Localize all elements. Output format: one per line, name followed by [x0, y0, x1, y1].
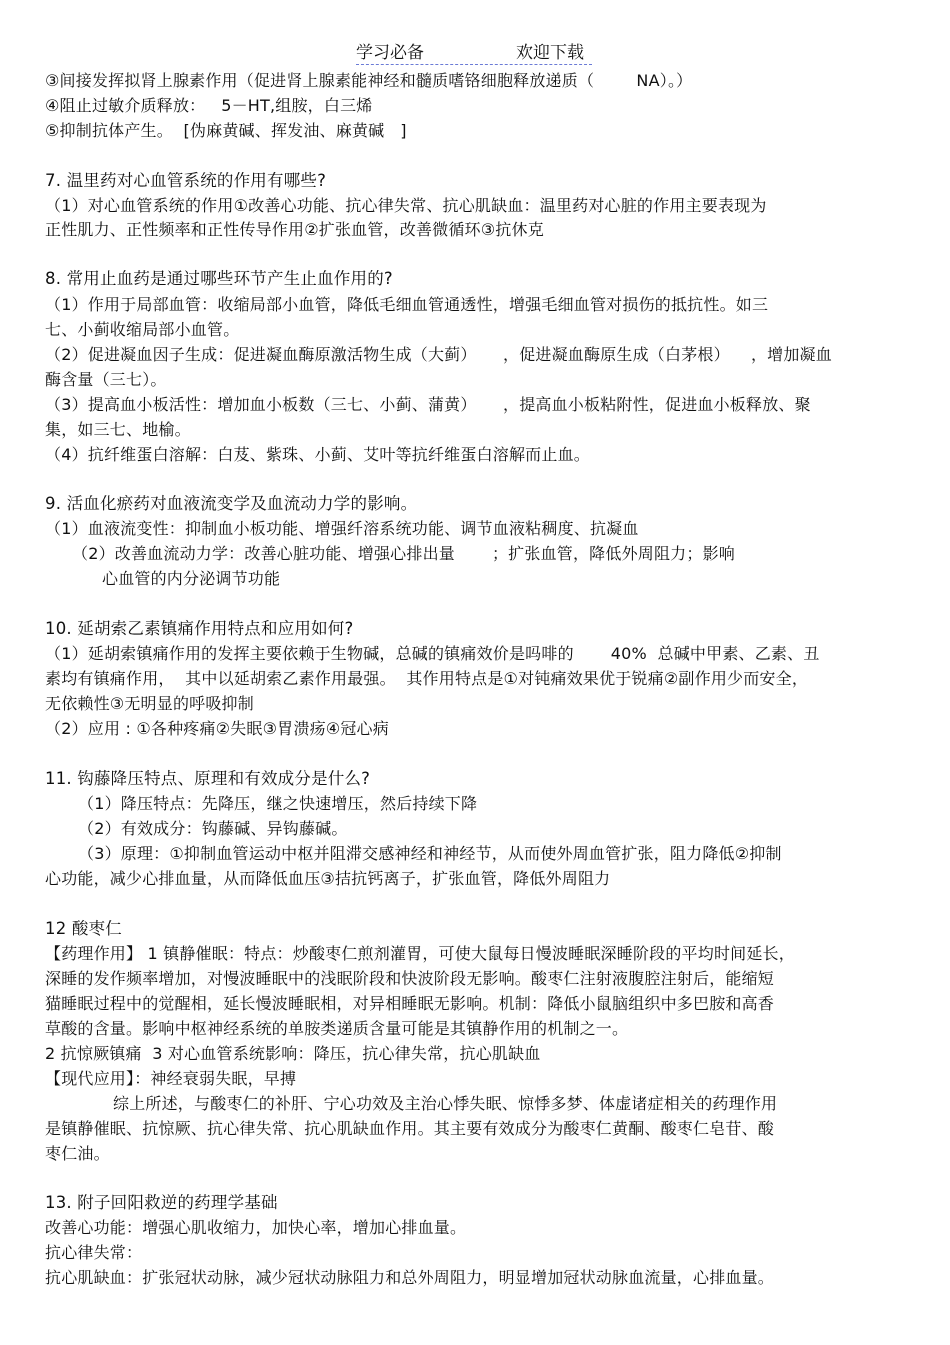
text-line: 抗心律失常：	[45, 1243, 143, 1262]
text-line: 素均有镇痛作用， 其中以延胡索乙素作用最强。 其作用特点是①对钝痛效果优于锐痛②副作用少而安全，	[45, 669, 809, 688]
question-heading: 13. 附子回阳救逆的药理学基础	[45, 1193, 278, 1212]
text-line: 深睡的发作频率增加，对慢波睡眠中的浅眠阶段和快波阶段无影响。酸枣仁注射液腹腔注射后，能缩短	[45, 969, 775, 988]
text-line: （1）作用于局部血管：收缩局部小血管，降低毛细血管通透性，增强毛细血管对损伤的抵抗性。如三	[45, 295, 769, 314]
text-line: 草酸的含量。影响中枢神经系统的单胺类递质含量可能是其镇静作用的机制之一。	[45, 1019, 629, 1038]
text-line: 酶含量（三七）。	[45, 370, 167, 389]
text-line: （1）降压特点：先降压，继之快速增压，然后持续下降	[78, 794, 478, 813]
text-line: 猫睡眠过程中的觉醒相，延长慢波睡眠相，对异相睡眠无影响。机制：降低小鼠脑组织中多巴胺和高香	[45, 994, 775, 1013]
text-line: 【药理作用】 1 镇静催眠：特点：炒酸枣仁煎剂灌胃，可使大鼠每日慢波睡眠深睡阶段的平均时间延长，	[45, 944, 795, 963]
text-line: 【现代应用】：神经衰弱失眠，早搏	[45, 1069, 297, 1088]
text-line: 是镇静催眠、抗惊厥、抗心律失常、抗心肌缺血作用。其主要有效成分为酸枣仁黄酮、酸枣仁皂苷、酸	[45, 1119, 775, 1138]
page-header	[356, 40, 592, 65]
question-heading: 8. 常用止血药是通过哪些环节产生止血作用的?	[45, 269, 393, 288]
text-line: ⑤抑制抗体产生。 [伪麻黄碱、挥发油、麻黄碱 ]	[45, 121, 407, 140]
question-heading: 9. 活血化瘀药对血液流变学及血流动力学的影响。	[45, 494, 418, 513]
text-line: 集，如三七、地榆。	[45, 420, 191, 439]
text-line: 心功能，减少心排血量，从而降低血压③拮抗钙离子，扩张血管，降低外周阻力	[45, 869, 611, 888]
text-line: （2）应用 : ①各种疼痛②失眠③胃溃疡④冠心病	[45, 719, 389, 738]
text-line: （2）改善血流动力学：改善心脏功能、增强心排出量 ；扩张血管，降低外周阻力；影响	[72, 544, 735, 563]
header-right-text: 欢迎下载	[516, 43, 584, 63]
question-heading: 10. 延胡索乙素镇痛作用特点和应用如何?	[45, 619, 354, 638]
text-line: （1）延胡索镇痛作用的发挥主要依赖于生物碱，总碱的镇痛效价是吗啡的 40% 总碱中甲素、乙素、丑	[45, 644, 820, 663]
header-left-text: 学习必备	[356, 43, 424, 63]
text-line: 综上所述，与酸枣仁的补肝、宁心功效及主治心悸失眠、惊悸多梦、体虚诸症相关的药理作用	[113, 1094, 778, 1113]
question-heading: 11. 钩藤降压特点、原理和有效成分是什么?	[45, 769, 371, 788]
text-line: ④阻止过敏介质释放： 5－HT,组胺，白三烯	[45, 96, 373, 115]
text-line: 改善心功能：增强心肌收缩力，加快心率，增加心排血量。	[45, 1218, 467, 1237]
text-line: （1）血液流变性：抑制血小板功能、增强纤溶系统功能、调节血液粘稠度、抗凝血	[45, 519, 639, 538]
text-line: 七、小蓟收缩局部小血管。	[45, 320, 240, 339]
text-line: 无依赖性③无明显的呼吸抑制	[45, 694, 254, 713]
text-line: （2）促进凝血因子生成：促进凝血酶原激活物生成（大蓟） ，促进凝血酶原生成（白茅根） ，增加凝血	[45, 345, 832, 364]
text-line: （3）提高血小板活性：增加血小板数（三七、小蓟、蒲黄） ，提高血小板粘附性，促进血小板释放、聚	[45, 395, 811, 414]
text-line: 枣仁油。	[45, 1144, 110, 1163]
text-line: 抗心肌缺血：扩张冠状动脉，减少冠状动脉阻力和总外周阻力，明显增加冠状动脉血流量，心排血量。	[45, 1268, 775, 1287]
question-heading: 7. 温里药对心血管系统的作用有哪些?	[45, 171, 327, 190]
text-line: （3）原理：①抑制血管运动中枢并阻滞交感神经和神经节，从而使外周血管扩张，阻力降低②抑制	[78, 844, 782, 863]
text-line: （1）对心血管系统的作用①改善心功能、抗心律失常、抗心肌缺血：温里药对心脏的作用主要表现为	[45, 196, 767, 215]
text-line: 2 抗惊厥镇痛 3 对心血管系统影响：降压，抗心律失常，抗心肌缺血	[45, 1044, 541, 1063]
text-line: （4）抗纤维蛋白溶解：白芨、紫珠、小蓟、艾叶等抗纤维蛋白溶解而止血。	[45, 445, 590, 464]
text-line: （2）有效成分：钩藤碱、异钩藤碱。	[78, 819, 348, 838]
text-line: ③间接发挥拟肾上腺素作用（促进肾上腺素能神经和髓质嗜铬细胞释放递质（ NA）。）	[45, 71, 693, 90]
question-heading: 12 酸枣仁	[45, 919, 122, 938]
text-line: 正性肌力、正性频率和正性传导作用②扩张血管，改善微循环③抗休克	[45, 220, 544, 239]
text-line: 心血管的内分泌调节功能	[102, 569, 281, 588]
